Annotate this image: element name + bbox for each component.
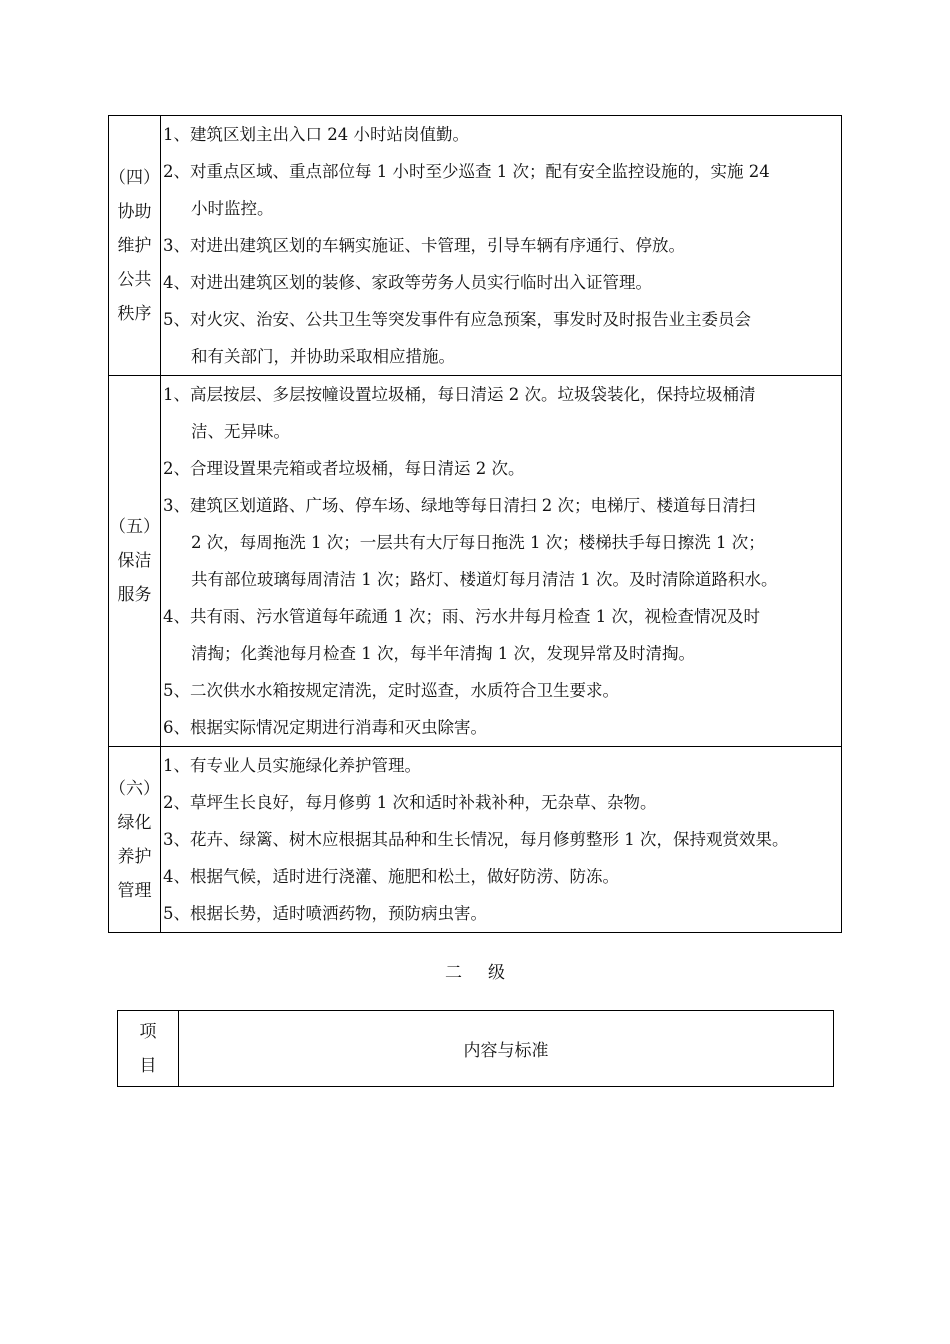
item-line: 清掏；化粪池每月检查 1 次，每半年清掏 1 次，发现异常及时清掏。: [191, 644, 695, 663]
level-heading: 二级: [445, 963, 531, 983]
content-cell: [161, 376, 842, 747]
item-line: 1、有专业人员实施绿化养护管理。: [163, 756, 421, 775]
item-line: 2、对重点区域、重点部位每 1 小时至少巡查 1 次；配有安全监控设施的，实施 24: [163, 162, 770, 181]
header-content-cell: 内容与标准: [179, 1011, 834, 1087]
list-item: [163, 821, 841, 858]
item-line: 小时监控。: [191, 199, 274, 218]
list-item: [163, 598, 841, 672]
category-line: （五）: [109, 517, 160, 537]
item-line: 2 次，每周拖洗 1 次；一层共有大厅每日拖洗 1 次；楼梯扶手每日擦洗 1 次；: [191, 533, 765, 552]
list-item: [163, 264, 841, 301]
item-line: 5、根据长势，适时喷洒药物，预防病虫害。: [163, 904, 487, 923]
item-line: 6、根据实际情况定期进行消毒和灭虫除害。: [163, 718, 487, 737]
standards-table: [108, 115, 842, 933]
item-line: 4、根据气候，适时进行浇灌、施肥和松土，做好防涝、防冻。: [163, 867, 619, 886]
category-line: 维护: [117, 235, 152, 256]
item-line: 和有关部门，并协助采取相应措施。: [191, 347, 455, 366]
category-line: 公共: [117, 269, 152, 290]
item-line: 2、草坪生长良好，每月修剪 1 次和适时补栽补种，无杂草、杂物。: [163, 793, 657, 812]
list-item: [163, 153, 841, 227]
category-cell: [109, 747, 161, 933]
list-item: [163, 747, 841, 784]
item-line: 5、对火灾、治安、公共卫生等突发事件有应急预案，事发时及时报告业主委员会: [163, 310, 751, 329]
category-line: 养护: [117, 846, 152, 867]
list-item: [163, 858, 841, 895]
category-line: 服务: [117, 585, 152, 605]
list-item: [163, 784, 841, 821]
category-cell: [109, 116, 161, 376]
category-line: （四）: [109, 167, 160, 188]
category-line: 秩序: [117, 303, 152, 324]
category-line: 绿化: [117, 812, 152, 833]
item-line: 共有部位玻璃每周清洁 1 次；路灯、楼道灯每月清洁 1 次。及时清除道路积水。: [191, 570, 778, 589]
level-two-table: [117, 1010, 834, 1087]
category-cell: [109, 376, 161, 747]
item-line: 1、建筑区划主出入口 24 小时站岗值勤。: [163, 125, 469, 144]
item-line: 3、花卉、绿篱、树木应根据其品种和生长情况，每月修剪整形 1 次，保持观赏效果。: [163, 830, 789, 849]
content-cell: [161, 116, 842, 376]
list-item: [163, 450, 841, 487]
list-item: [163, 709, 841, 746]
list-item: [163, 895, 841, 932]
category-line: 管理: [117, 880, 152, 901]
list-item: [163, 487, 841, 598]
item-line: 5、二次供水水箱按规定清洗，定时巡查，水质符合卫生要求。: [163, 681, 619, 700]
list-item: [163, 227, 841, 264]
category-line: （六）: [109, 778, 160, 799]
item-line: 1、高层按层、多层按幢设置垃圾桶，每日清运 2 次。垃圾袋装化，保持垃圾桶清: [163, 385, 756, 404]
item-line: 2、合理设置果壳箱或者垃圾桶，每日清运 2 次。: [163, 459, 525, 478]
list-item: [163, 116, 841, 153]
item-line: 3、建筑区划道路、广场、停车场、绿地等每日清扫 2 次；电梯厅、楼道每日清扫: [163, 496, 756, 515]
list-item: [163, 376, 841, 450]
item-line: 4、对进出建筑区划的装修、家政等劳务人员实行临时出入证管理。: [163, 273, 652, 292]
header-item-cell: [118, 1011, 179, 1087]
section-row: [109, 116, 842, 376]
section-row: [109, 747, 842, 933]
header-row: [118, 1011, 834, 1087]
header-item-line: 项: [139, 1021, 157, 1042]
category-line: 保洁: [117, 551, 152, 571]
section-row: [109, 376, 842, 747]
category-line: 协助: [117, 201, 152, 222]
item-line: 洁、无异味。: [191, 422, 290, 441]
list-item: [163, 672, 841, 709]
content-cell: [161, 747, 842, 933]
item-line: 4、共有雨、污水管道每年疏通 1 次；雨、污水井每月检查 1 次，视检查情况及时: [163, 607, 760, 626]
item-line: 3、对进出建筑区划的车辆实施证、卡管理，引导车辆有序通行、停放。: [163, 236, 685, 255]
header-item-line: 目: [139, 1055, 157, 1076]
list-item: [163, 301, 841, 375]
